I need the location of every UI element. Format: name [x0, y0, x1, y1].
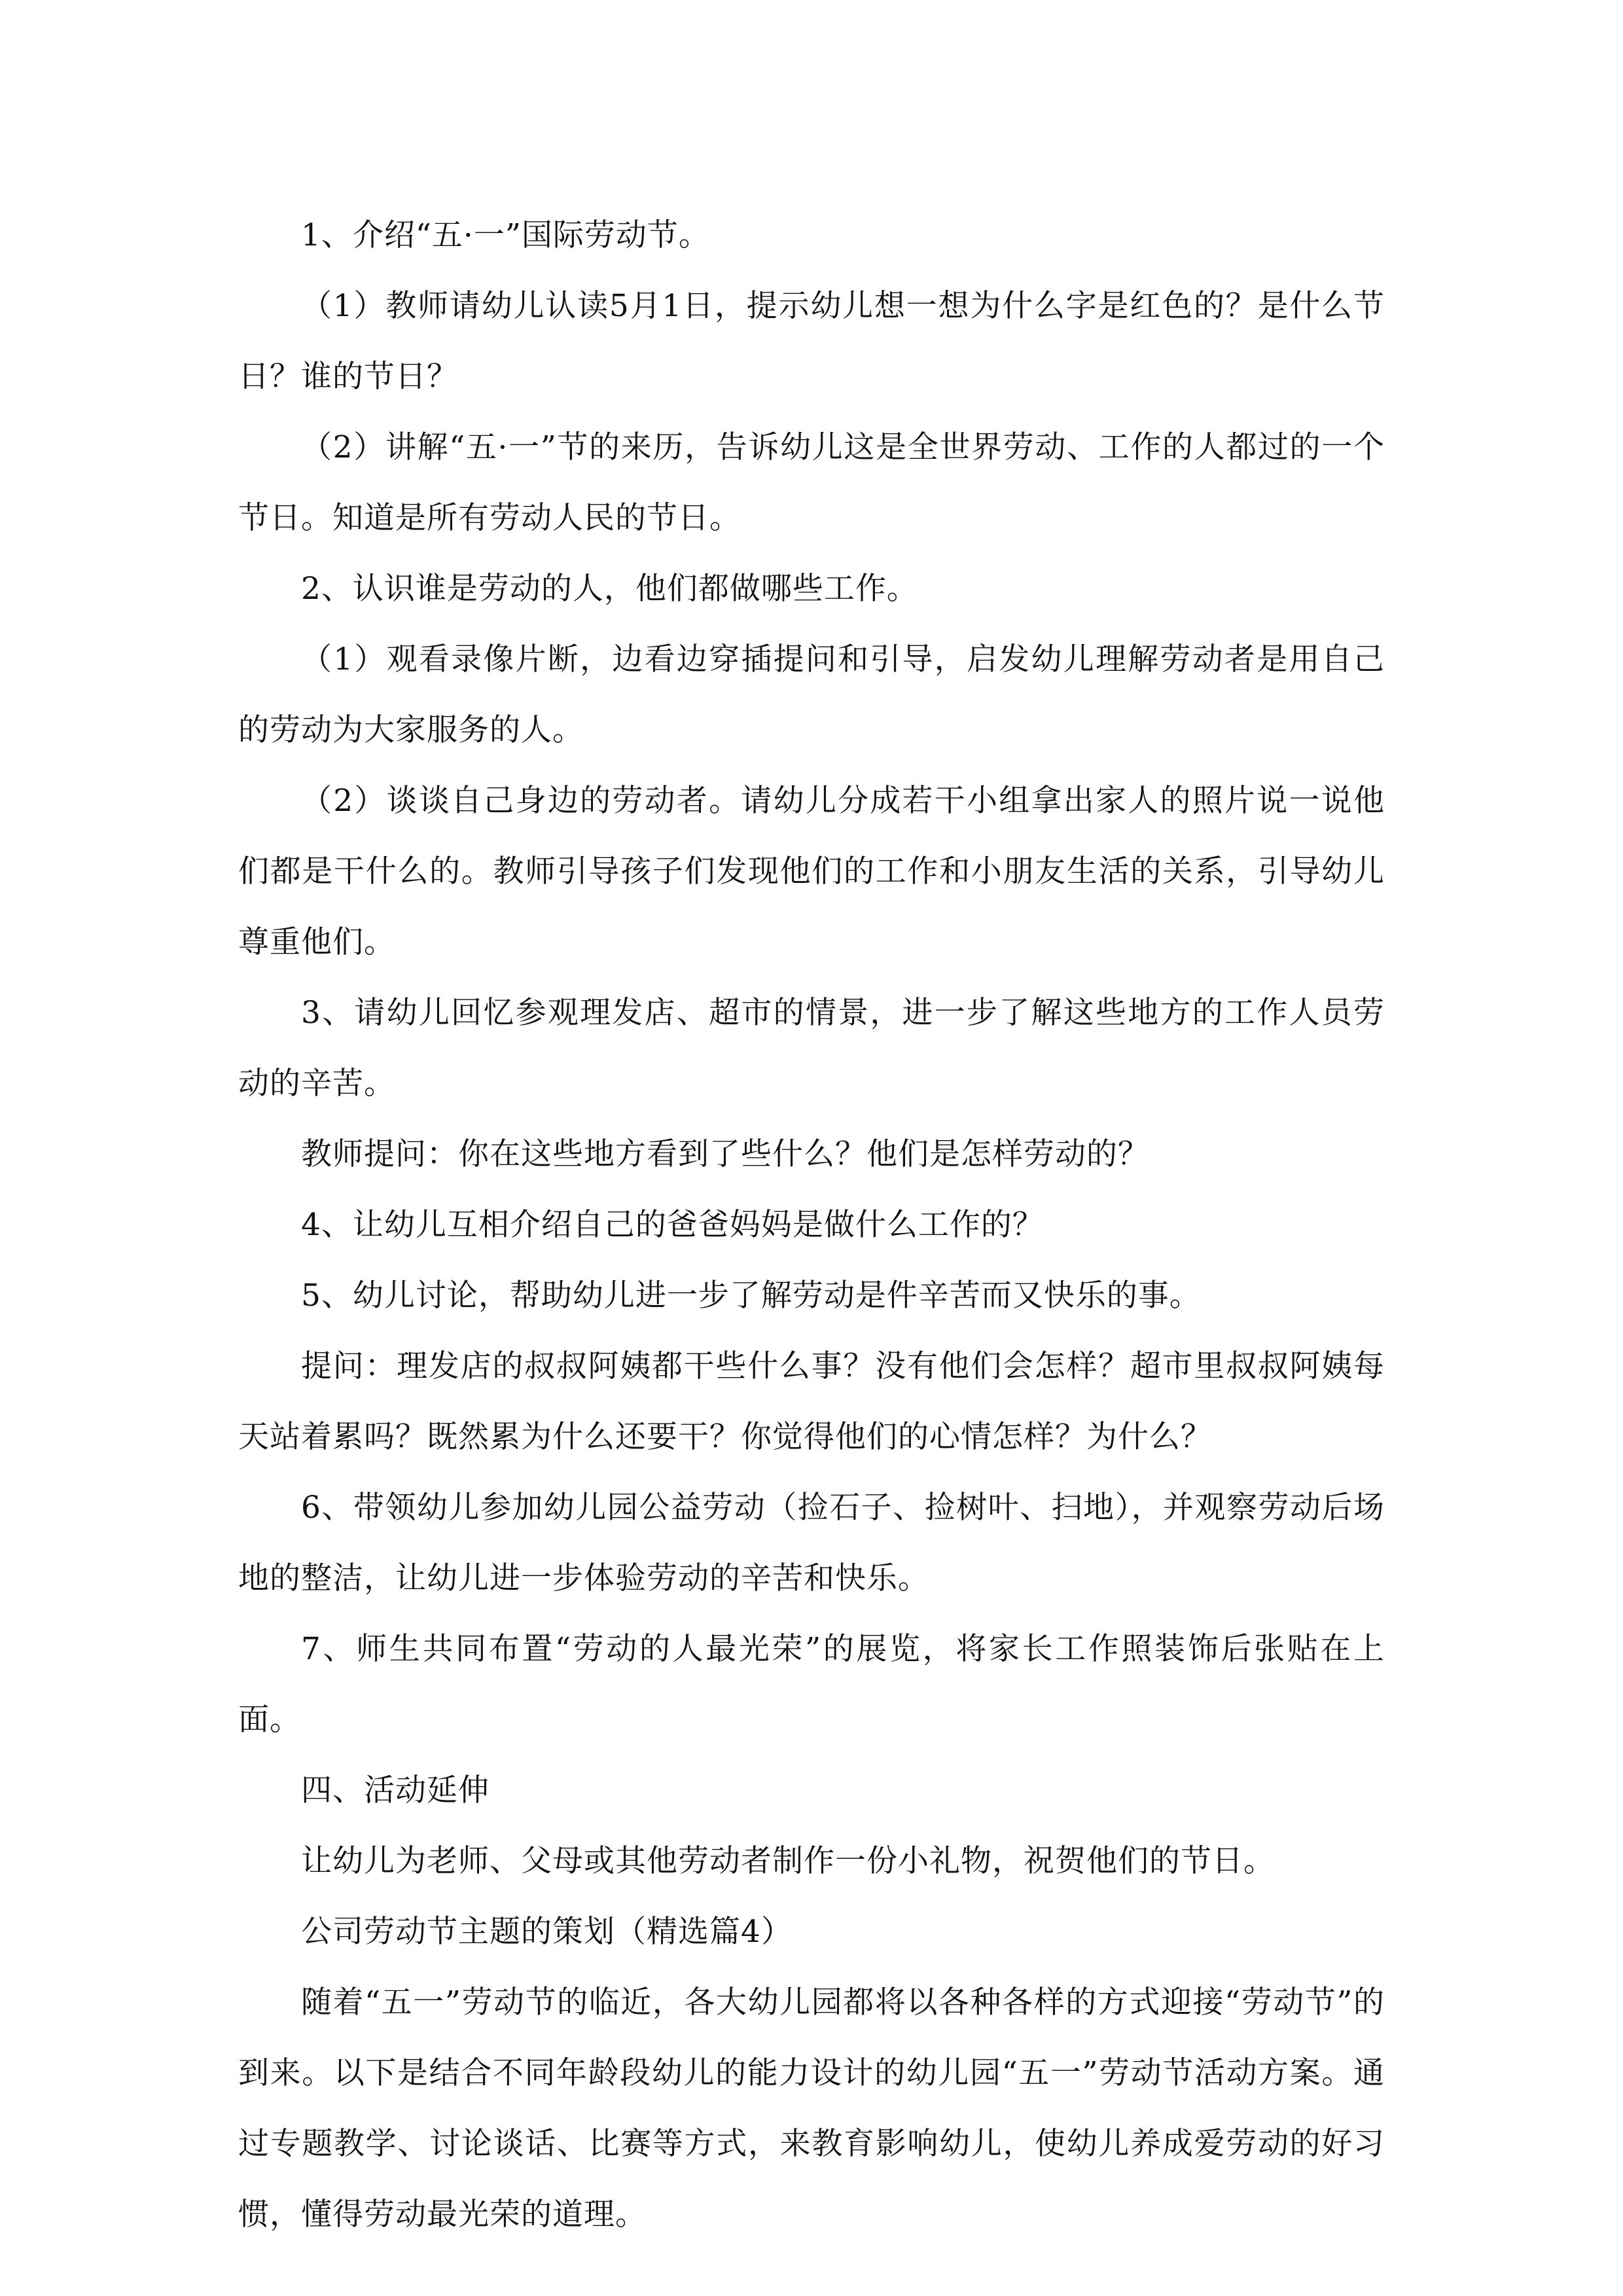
paragraph-teacher-question: 教师提问：你在这些地方看到了些什么？他们是怎样劳动的？ — [301, 1136, 1149, 1172]
paragraph-parents-jobs: 4、让幼儿互相介绍自己的爸爸妈妈是做什么工作的？ — [301, 1207, 1044, 1243]
paragraph-talk-about-workers: （2）谈谈自己身边的劳动者。请幼儿分成若干小组拿出家人的照片说一说他们都是干什么的。教师引导孩子们发现他们的工作和小朋友生活的关系，引导幼儿尊重他们。 — [238, 783, 1385, 960]
paragraph-gift: 让幼儿为老师、父母或其他劳动者制作一份小礼物，祝贺他们的节日。 — [301, 1843, 1275, 1879]
paragraph-holiday-origin: （2）讲解“五·一”节的来历，告诉幼儿这是全世界劳动、工作的人都过的一个节日。知道是所有劳动人民的节日。 — [238, 429, 1385, 536]
paragraph-questions: 提问：理发店的叔叔阿姨都干些什么事？没有他们会怎样？超市里叔叔阿姨每天站着累吗？既然累为什么还要干？你觉得他们的心情怎样？为什么？ — [238, 1348, 1385, 1455]
paragraph-plan-description: 随着“五一”劳动节的临近，各大幼儿园都将以各种各样的方式迎接“劳动节”的到来。以下是结合不同年龄段幼儿的能力设计的幼儿园“五一”劳动节活动方案。通过专题教学、讨论谈话、比赛等方式，来教育影响幼儿，使幼儿养成爱劳动的好习惯，懂得劳动最光荣的道理。 — [238, 1984, 1385, 2233]
section-heading-plan-4: 公司劳动节主题的策划（精选篇4） — [301, 1914, 793, 1950]
paragraph-recall-visit: 3、请幼儿回忆参观理发店、超市的情景，进一步了解这些地方的工作人员劳动的辛苦。 — [238, 995, 1385, 1102]
paragraph-watch-video: （1）观看录像片断，边看边穿插提问和引导，启发幼儿理解劳动者是用自己的劳动为大家服务的人。 — [238, 641, 1385, 748]
paragraph-discussion: 5、幼儿讨论，帮助幼儿进一步了解劳动是件辛苦而又快乐的事。 — [301, 1278, 1201, 1314]
paragraph-exhibition: 7、师生共同布置“劳动的人最光荣”的展览，将家长工作照装饰后张贴在上面。 — [238, 1631, 1385, 1738]
section-heading-activity-extension: 四、活动延伸 — [301, 1772, 490, 1808]
paragraph-read-date: （1）教师请幼儿认读5月1日，提示幼儿想一想为什么字是红色的？是什么节日？谁的节日？ — [238, 288, 1385, 395]
paragraph-intro-labor-day: 1、介绍“五·一”国际劳动节。 — [301, 217, 710, 253]
paragraph-who-works: 2、认识谁是劳动的人，他们都做哪些工作。 — [301, 571, 918, 607]
paragraph-public-labor: 6、带领幼儿参加幼儿园公益劳动（捡石子、捡树叶、扫地），并观察劳动后场地的整洁，让幼儿进一步体验劳动的辛苦和快乐。 — [238, 1490, 1385, 1596]
document-body — [238, 200, 1385, 2250]
